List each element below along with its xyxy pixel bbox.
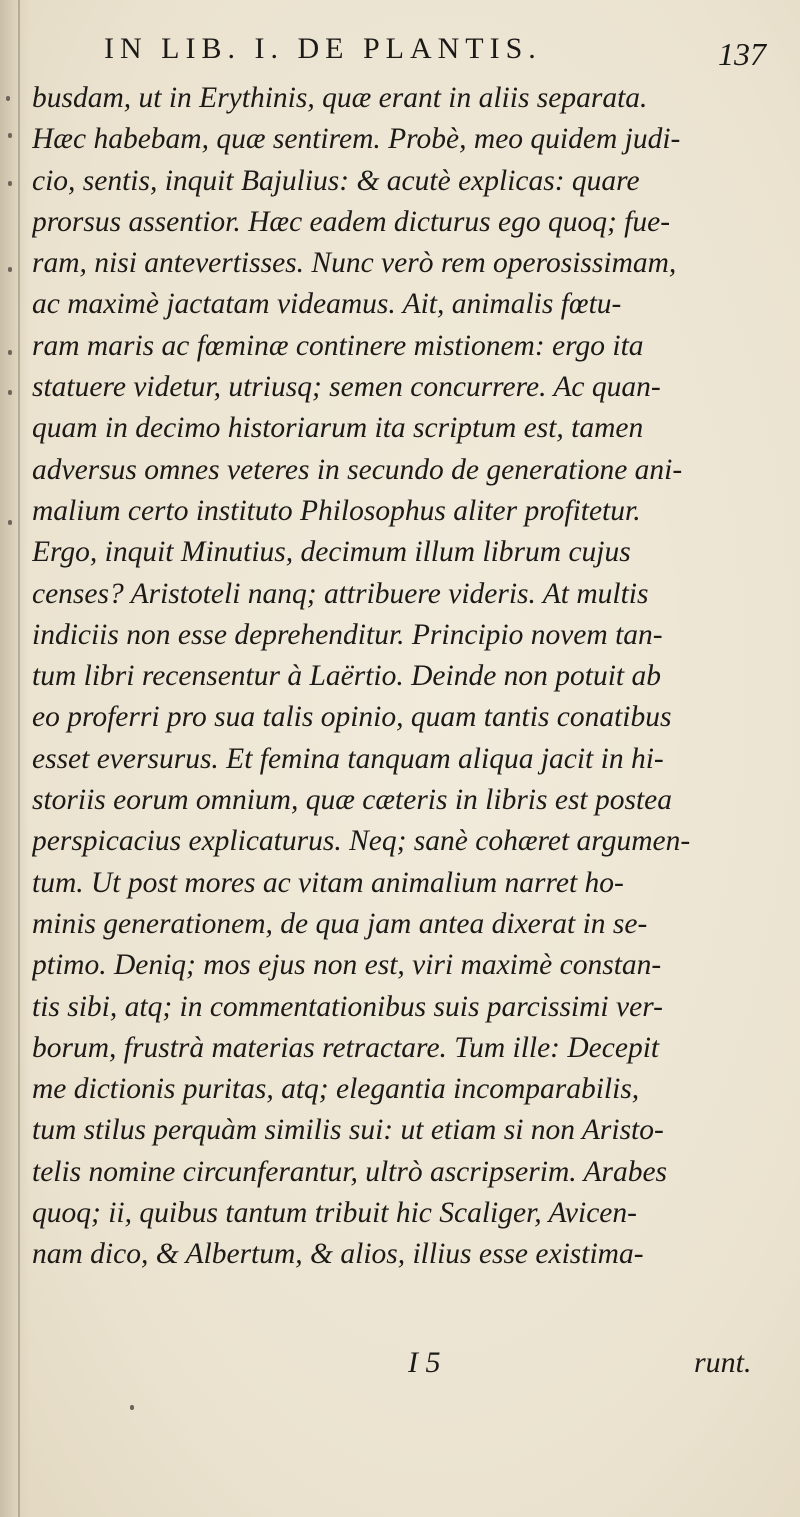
text-line: cio, sentis, inquit Bajulius: & acutè explicas: quare bbox=[32, 164, 640, 197]
text-line: ram, nisi antevertisses. Nunc verò rem operosissimam, bbox=[32, 247, 677, 280]
text-line: malium certo instituto Philosophus aliter profitetur. bbox=[32, 494, 641, 527]
text-line: ptimo. Deniq; mos ejus non est, viri maximè constan- bbox=[32, 949, 662, 982]
binding-gutter bbox=[0, 0, 30, 1517]
text-line: censes? Aristoteli nanq; attribuere videris. At multis bbox=[32, 577, 649, 610]
text-line: Ergo, inquit Minutius, decimum illum librum cujus bbox=[32, 536, 631, 569]
text-line: me dictionis puritas, atq; elegantia incomparabilis, bbox=[32, 1073, 640, 1106]
text-line: tum. Ut post mores ac vitam animalium narret ho- bbox=[32, 866, 624, 899]
text-line: busdam, ut in Erythinis, quæ erant in aliis separata. bbox=[32, 82, 648, 114]
page-number: 137 bbox=[718, 36, 766, 72]
text-line: esset eversurus. Et femina tanquam aliqua jacit in hi- bbox=[32, 742, 664, 775]
text-line: quam in decimo historiarum ita scriptum est, tamen bbox=[32, 412, 644, 445]
text-line: telis nomine circunferantur, ultrò ascripserim. Arabes bbox=[32, 1155, 668, 1188]
text-line: tis sibi, atq; in commentationibus suis parcissimi ver- bbox=[32, 990, 663, 1023]
margin-speck bbox=[6, 96, 10, 101]
text-line: prorsus assentior. Hæc eadem dicturus ego quoq; fue- bbox=[32, 205, 671, 238]
text-line: nam dico, & Albertum, & alios, illius esse existima- bbox=[32, 1238, 644, 1271]
text-line: statuere videtur, utriusq; semen concurrere. Ac quan- bbox=[32, 371, 661, 404]
text-line: ac maximè jactatam videamus. Ait, animalis fœtu- bbox=[32, 288, 622, 321]
signature-mark: I 5 bbox=[408, 1346, 441, 1379]
text-line: tum stilus perquàm similis sui: ut etiam si non Aristo- bbox=[32, 1114, 664, 1147]
catchword: runt. bbox=[694, 1346, 752, 1379]
margin-speck bbox=[130, 1405, 134, 1410]
text-line: Hæc habebam, quæ sentirem. Probè, meo quidem judi- bbox=[32, 123, 681, 156]
text-line: eo proferri pro sua talis opinio, quam tantis conatibus bbox=[32, 701, 672, 734]
text-line: borum, frustrà materias retractare. Tum ille: Decepit bbox=[32, 1031, 660, 1064]
margin-speck bbox=[8, 267, 12, 272]
text-line: perspicacius explicaturus. Neq; sanè cohæret argumen- bbox=[32, 825, 691, 858]
text-line: storiis eorum omnium, quæ cæteris in libris est postea bbox=[32, 784, 673, 817]
text-line: adversus omnes veteres in secundo de generatione ani- bbox=[32, 453, 683, 486]
margin-speck bbox=[8, 350, 12, 355]
footer-catchline bbox=[0, 1346, 800, 1388]
text-line: minis generationem, de qua jam antea dixerat in se- bbox=[32, 907, 648, 940]
margin-speck bbox=[8, 181, 12, 186]
margin-speck bbox=[8, 390, 12, 395]
running-title: IN LIB. I. DE PLANTIS. bbox=[104, 32, 542, 65]
text-line: tum libri recensentur à Laërtio. Deinde non potuit ab bbox=[32, 660, 662, 693]
text-line: indiciis non esse deprehenditur. Principio novem tan- bbox=[32, 618, 663, 651]
margin-speck bbox=[8, 133, 12, 138]
gutter-fold-line bbox=[18, 0, 20, 1517]
margin-speck bbox=[8, 520, 12, 525]
body-text bbox=[32, 78, 782, 1276]
text-line: quoq; ii, quibus tantum tribuit hic Scaliger, Avicen- bbox=[32, 1197, 637, 1230]
text-line: ram maris ac fœminæ continere mistionem: ergo ita bbox=[32, 329, 644, 362]
